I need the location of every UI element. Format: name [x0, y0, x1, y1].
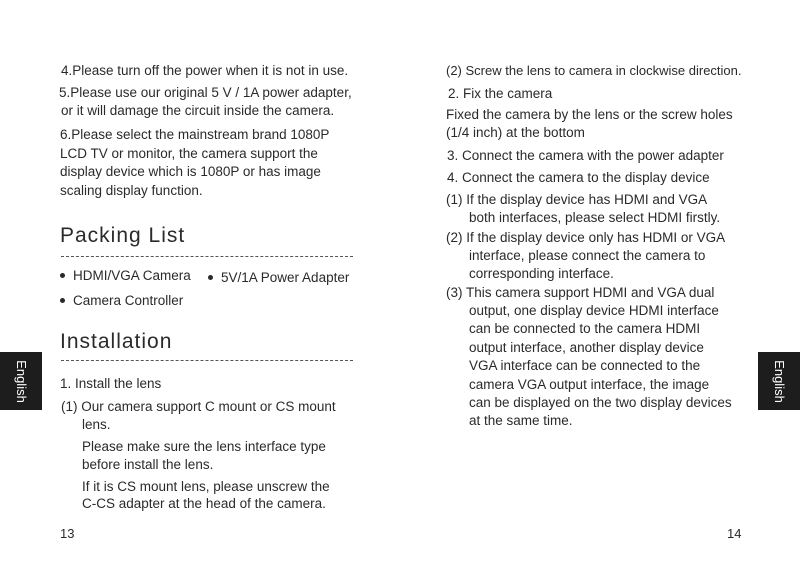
note-6-line-1: 6.Please select the mainstream brand 1080P: [60, 127, 330, 142]
display-case-1-line-2: both interfaces, please select HDMI firstly.: [469, 210, 721, 225]
install-step-1: 1. Install the lens: [60, 376, 162, 391]
fix-camera-line-2: (1/4 inch) at the bottom: [446, 125, 585, 140]
language-tab-right: [758, 352, 800, 410]
note-6-line-4: scaling display function.: [60, 183, 203, 198]
fix-camera-line-1: Fixed the camera by the lens or the screw holes: [446, 107, 733, 122]
display-case-2-line-3: corresponding interface.: [469, 266, 614, 281]
packing-item-camera: HDMI/VGA Camera: [60, 266, 191, 285]
connect-display-step: 4. Connect the camera to the display device: [447, 170, 710, 185]
display-case-1-line-1: (1) If the display device has HDMI and VGA: [446, 192, 708, 207]
installation-divider: [61, 360, 353, 361]
packing-divider: [61, 256, 353, 257]
display-case-3-line-8: at the same time.: [469, 413, 573, 428]
note-6-line-3: display device which is 1080P or has image: [60, 164, 321, 179]
packing-list-heading: Packing List: [60, 224, 186, 247]
note-5-line-2: or it will damage the circuit inside the camera.: [61, 103, 335, 118]
note-6-line-2: LCD TV or monitor, the camera support the: [60, 146, 318, 161]
language-tab-left: [0, 352, 42, 410]
display-case-3-line-7: can be displayed on the two display devices: [469, 395, 732, 410]
language-tab-right-label: English: [771, 359, 787, 403]
install-note-line-4: C-CS adapter at the head of the camera.: [82, 496, 326, 511]
install-step-1-1-line-1: (1) Our camera support C mount or CS mount: [61, 399, 336, 414]
fix-camera-heading: 2. Fix the camera: [448, 86, 553, 101]
right-page: [400, 0, 800, 573]
install-step-1-1-line-2: lens.: [82, 417, 111, 432]
packing-item-adapter: 5V/1A Power Adapter: [208, 268, 349, 287]
install-note-line-3: If it is CS mount lens, please unscrew the: [82, 479, 330, 494]
page-number-left: 13: [60, 526, 75, 541]
install-note-line-1: Please make sure the lens interface type: [82, 439, 326, 454]
packing-item-controller: Camera Controller: [60, 291, 183, 310]
display-case-2-line-2: interface, please connect the camera to: [469, 248, 706, 263]
display-case-3-line-5: VGA interface can be connected to the: [469, 358, 701, 373]
display-case-3-line-2: output, one display device HDMI interface: [469, 303, 719, 318]
note-5-line-1: 5.Please use our original 5 V / 1A power adapter,: [59, 85, 352, 100]
connect-power-step: 3. Connect the camera with the power adapter: [447, 148, 724, 163]
display-case-2-line-1: (2) If the display device only has HDMI or VGA: [446, 230, 726, 245]
note-4: 4.Please turn off the power when it is not in use.: [61, 63, 349, 78]
installation-heading: Installation: [60, 330, 173, 353]
install-note-line-2: before install the lens.: [82, 457, 214, 472]
display-case-3-line-4: output interface, another display device: [469, 340, 704, 355]
display-case-3-line-3: can be connected to the camera HDMI: [469, 321, 701, 336]
display-case-3-line-6: camera VGA output interface, the image: [469, 377, 710, 392]
display-case-3-line-1: (3) This camera support HDMI and VGA dual: [446, 285, 715, 300]
language-tab-left-label: English: [13, 359, 29, 403]
screw-lens-line: (2) Screw the lens to camera in clockwise direction.: [446, 63, 742, 78]
page-number-right: 14: [727, 526, 742, 541]
